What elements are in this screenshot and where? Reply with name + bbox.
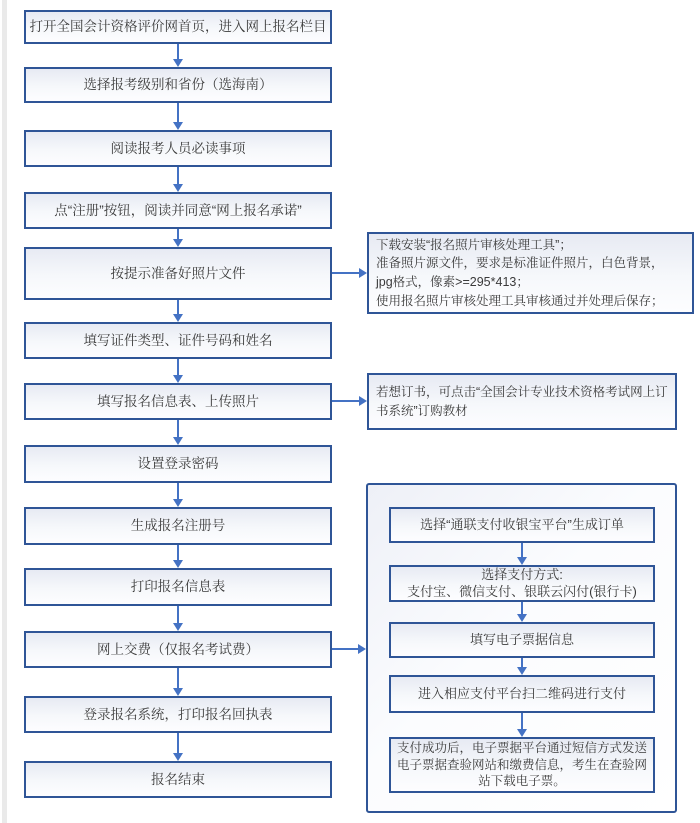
arrow-down-icon: [172, 733, 184, 761]
book-order-note: [367, 373, 677, 430]
step-label: 生成报名注册号: [130, 518, 226, 534]
step-prepare-photo: [24, 247, 332, 300]
step-print-form: [24, 568, 332, 606]
arrow-right-icon: [332, 267, 367, 279]
arrow-down-icon: [172, 606, 184, 631]
step-select-level-province: [24, 67, 332, 103]
page-edge-strip: [2, 0, 7, 823]
arrow-down-icon: [172, 44, 184, 67]
substep-label: 选择支付方式:: [481, 566, 563, 582]
step-register-agree: [24, 192, 332, 229]
substep-create-order: [389, 507, 655, 543]
substep-scan-qr-pay: [389, 675, 655, 713]
arrow-down-icon: [172, 668, 184, 696]
arrow-down-icon: [172, 420, 184, 445]
step-print-receipt: [24, 696, 332, 733]
arrow-down-icon: [172, 300, 184, 322]
step-set-password: [24, 445, 332, 483]
step-finish: [24, 761, 332, 798]
substep-fill-invoice-info: [389, 622, 655, 658]
substep-label: 支付宝、微信支付、银联云闪付(银行卡): [407, 583, 637, 599]
substep-invoice-sms-note: [389, 737, 655, 793]
note-line: 下载安装“报名照片审核处理工具”；: [376, 237, 572, 252]
arrow-down-icon: [172, 229, 184, 247]
step-label: 阅读报考人员必读事项: [110, 140, 246, 156]
step-label: 报名结束: [151, 771, 205, 787]
arrow-right-icon: [332, 643, 366, 655]
step-label: 登录报名系统，打印报名回执表: [83, 706, 273, 722]
arrow-down-icon: [172, 483, 184, 507]
arrow-down-icon: [516, 602, 528, 622]
step-open-site: [24, 10, 332, 44]
step-label: 填写证件类型、证件号码和姓名: [83, 332, 273, 348]
photo-requirements-note: [367, 232, 694, 314]
step-label: 点“注册”按钮，阅读并同意“网上报名承诺”: [54, 202, 302, 218]
arrow-down-icon: [172, 167, 184, 192]
arrow-down-icon: [172, 103, 184, 130]
note-line: 准备照片源文件，要求是标准证件照片，白色背景，: [376, 256, 664, 271]
step-label: 填写报名信息表、上传照片: [97, 393, 259, 409]
step-fill-form-upload-photo: [24, 383, 332, 420]
substep-label: 进入相应支付平台扫二维码进行支付: [417, 685, 626, 701]
arrow-down-icon: [172, 359, 184, 383]
step-label: 打开全国会计资格评价网首页，进入网上报名栏目: [29, 19, 327, 35]
step-label: 网上交费（仅报名考试费）: [97, 641, 259, 657]
step-fill-id-info: [24, 322, 332, 359]
arrow-down-icon: [516, 543, 528, 565]
step-generate-reg-number: [24, 507, 332, 545]
step-read-notices: [24, 130, 332, 167]
arrow-down-icon: [172, 545, 184, 568]
step-pay-online: [24, 631, 332, 668]
arrow-down-icon: [516, 713, 528, 737]
step-label: 按提示准备好照片文件: [110, 265, 246, 281]
substep-select-payment-method: [389, 565, 655, 602]
substep-label: 支付成功后，电子票据平台通过短信方式发送电子票据查验网站和缴费信息，考生在查验网站下载电子票。: [397, 740, 648, 789]
note-line: 使用报名照片审核处理工具审核通过并处理后保存；: [376, 293, 664, 308]
note-line: jpg格式，像素>=295*413；: [376, 275, 529, 289]
step-label: 设置登录密码: [137, 456, 219, 472]
arrow-down-icon: [516, 658, 528, 675]
substep-label: 填写电子票据信息: [469, 631, 574, 647]
arrow-right-icon: [332, 395, 367, 407]
substep-label: 选择“通联支付收银宝平台”生成订单: [420, 516, 624, 532]
step-label: 打印报名信息表: [130, 579, 226, 595]
note-line: 若想订书，可点击“全国会计专业技术资格考试网上订书系统”订购教材: [376, 384, 668, 418]
step-label: 选择报考级别和省份（选海南）: [83, 77, 273, 93]
